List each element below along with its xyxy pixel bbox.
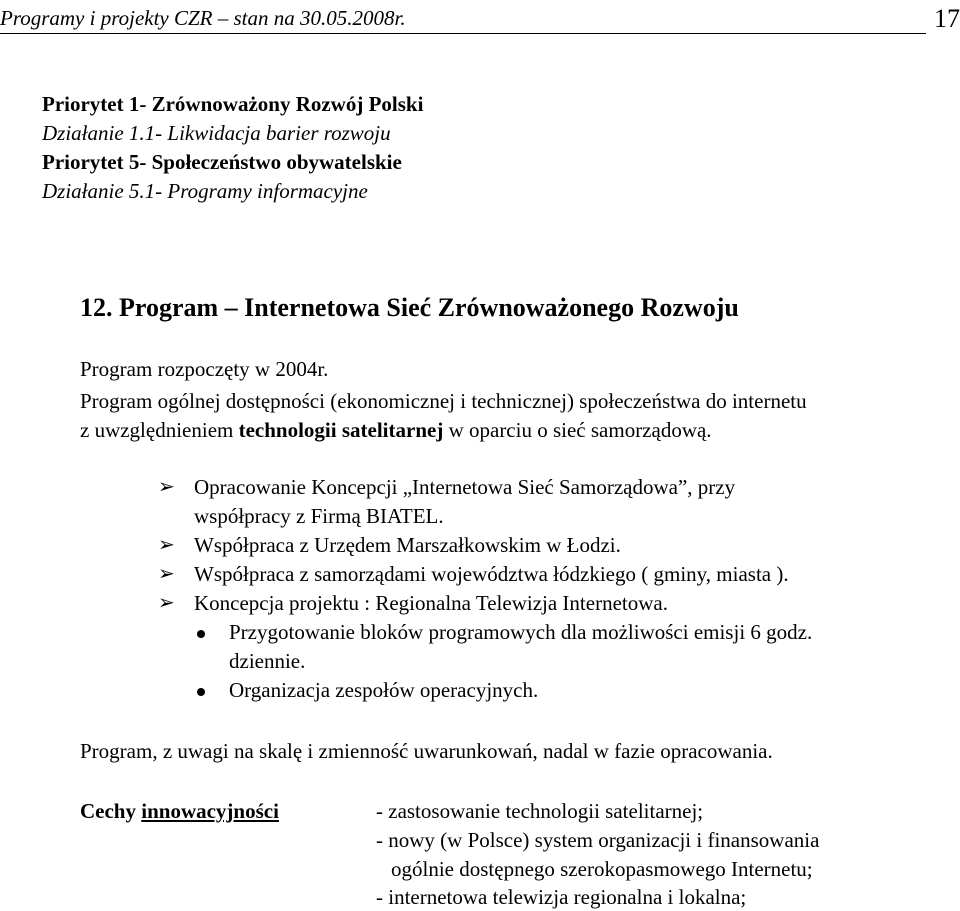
- page-number: 17: [934, 4, 960, 33]
- section-heading: 12. Program – Internetowa Sieć Zrównoważonego Rozwoju: [80, 293, 739, 322]
- desc-post: w oparciu o sieć samorządową.: [443, 418, 712, 442]
- arrow-bullet-icon: ➢: [158, 534, 175, 556]
- innovation-feature: - internetowa telewizja regionalna i lokalna;: [376, 885, 747, 909]
- priority-1: Priorytet 1- Zrównoważony Rozwój Polski: [42, 92, 424, 116]
- header-title: Programy i projekty CZR – stan na 30.05.2008r.: [0, 6, 406, 30]
- innovation-label-prefix: Cechy: [80, 799, 142, 823]
- action-5-1: Działanie 5.1- Programy informacyjne: [42, 179, 368, 203]
- list-item-continuation: współpracy z Firmą BIATEL.: [194, 504, 444, 528]
- list-item: Opracowanie Koncepcji „Internetowa Sieć Samorządowa”, przy: [194, 475, 736, 499]
- page-header: [0, 4, 960, 34]
- program-description-line2: [80, 418, 712, 443]
- header-rule: [0, 33, 926, 34]
- innovation-label: [80, 799, 279, 824]
- innovation-label-underlined: innowacyjności: [141, 799, 279, 823]
- innovation-feature: - nowy (w Polsce) system organizacji i finansowania: [376, 828, 820, 852]
- program-started: Program rozpoczęty w 2004r.: [80, 357, 329, 381]
- program-status: Program, z uwagi na skalę i zmienność uwarunkowań, nadal w fazie opracowania.: [80, 739, 773, 763]
- arrow-bullet-icon: ➢: [158, 476, 175, 498]
- sub-list-item: Organizacja zespołów operacyjnych.: [229, 678, 539, 702]
- bullet-dot-icon: [197, 688, 205, 696]
- bullet-dot-icon: [197, 630, 205, 638]
- program-description-line1: Program ogólnej dostępności (ekonomicznej i technicznej) społeczeństwa do internetu: [80, 389, 807, 413]
- priority-5: Priorytet 5- Społeczeństwo obywatelskie: [42, 150, 402, 174]
- arrow-bullet-icon: ➢: [158, 563, 175, 585]
- arrow-bullet-icon: ➢: [158, 592, 175, 614]
- list-item: Koncepcja projektu : Regionalna Telewizja Internetowa.: [194, 591, 668, 615]
- desc-bold: technologii satelitarnej: [238, 418, 444, 442]
- desc-pre: z uwzględnieniem: [80, 418, 239, 442]
- list-item: Współpraca z Urzędem Marszałkowskim w Łodzi.: [194, 533, 621, 557]
- innovation-feature-continuation: ogólnie dostępnego szerokopasmowego Internetu;: [391, 857, 813, 881]
- sub-list-item-continuation: dziennie.: [229, 649, 306, 673]
- sub-list-item: Przygotowanie bloków programowych dla możliwości emisji 6 godz.: [229, 620, 813, 644]
- list-item: Współpraca z samorządami województwa łódzkiego ( gminy, miasta ).: [194, 562, 789, 586]
- action-1-1: Działanie 1.1- Likwidacja barier rozwoju: [42, 121, 391, 145]
- innovation-feature: - zastosowanie technologii satelitarnej;: [376, 799, 704, 823]
